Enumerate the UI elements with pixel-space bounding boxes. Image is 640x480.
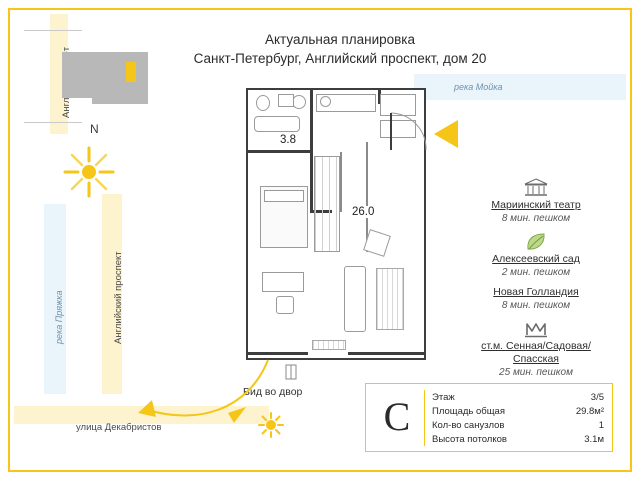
toilet-icon bbox=[256, 95, 270, 111]
floor-plan bbox=[246, 88, 426, 360]
spec-row-bathrooms bbox=[432, 419, 604, 433]
bathtub bbox=[254, 116, 300, 132]
plan-letter: C bbox=[383, 394, 411, 439]
leaf-icon bbox=[524, 232, 548, 252]
title-line-1: Актуальная планировка bbox=[264, 32, 416, 47]
entrance-arrow-icon bbox=[432, 120, 458, 148]
poi-name-garden: Алексеевский сад bbox=[492, 253, 580, 265]
street-dekabristov-label: улица Декабристов bbox=[76, 422, 162, 433]
river-moyka-label: река Мойка bbox=[454, 82, 503, 92]
theatre-icon bbox=[524, 178, 548, 198]
title-line-2: Санкт-Петербург, Английский проспект, дом 20 bbox=[193, 51, 487, 66]
spec-row-area bbox=[432, 405, 604, 419]
building-block-2 bbox=[92, 86, 148, 104]
poi-item-garden[interactable] bbox=[452, 232, 620, 279]
main-room-area-label: 26.0 bbox=[352, 206, 375, 218]
building-highlight bbox=[126, 62, 136, 82]
metro-icon bbox=[524, 319, 548, 339]
yard-view-label: Вид во двор bbox=[243, 386, 303, 398]
street-angliysky-main-label: Английский проспект bbox=[113, 251, 124, 344]
spec-row-ceiling bbox=[432, 433, 604, 447]
poi-distance-garden: 2 мин. пешком bbox=[501, 267, 571, 278]
poi-name-holland: Новая Голландия bbox=[493, 286, 579, 298]
poi-item-theatre[interactable] bbox=[452, 178, 620, 225]
wall-kitchen-left bbox=[310, 90, 313, 110]
map-divider-bottom bbox=[24, 122, 82, 123]
spec-label-floor: Этаж bbox=[432, 392, 455, 403]
poi-list bbox=[452, 178, 620, 386]
radiator-bottom bbox=[312, 340, 346, 350]
river-pryazhka-label: река Пряжка bbox=[54, 290, 64, 344]
radiator-right bbox=[376, 268, 404, 330]
compass-north-label: N bbox=[90, 122, 99, 136]
poi-item-holland[interactable] bbox=[452, 286, 620, 312]
sofa bbox=[344, 266, 366, 332]
spec-value-bathrooms: 1 bbox=[598, 420, 604, 431]
wall-bottom-right bbox=[348, 352, 424, 355]
spec-value-floor: 3/5 bbox=[590, 392, 604, 403]
specs-divider bbox=[424, 390, 425, 446]
compass-rose-icon bbox=[62, 145, 116, 199]
spec-row-floor bbox=[432, 391, 604, 405]
page-title bbox=[150, 30, 530, 68]
poi-item-metro[interactable] bbox=[452, 319, 620, 379]
armchair bbox=[363, 229, 391, 257]
poi-distance-holland: 8 мин. пешком bbox=[501, 300, 571, 311]
poi-name-metro-2: Спасская bbox=[513, 353, 559, 365]
spec-value-area: 29.8м² bbox=[575, 406, 604, 417]
spec-label-ceiling: Высота потолков bbox=[432, 434, 507, 445]
bathroom-area-label: 3.8 bbox=[280, 134, 296, 146]
specs-panel bbox=[365, 383, 613, 452]
wall-corridor-vert bbox=[310, 152, 313, 212]
sink-icon bbox=[292, 95, 306, 109]
poi-distance-metro: 25 мин. пешком bbox=[499, 367, 573, 378]
map-divider-top bbox=[24, 30, 82, 31]
poi-distance-theatre: 8 мин. пешком bbox=[501, 213, 571, 224]
spec-value-ceiling: 3.1м bbox=[584, 434, 604, 445]
desk bbox=[262, 272, 304, 292]
poi-name-theatre: Мариинский театр bbox=[491, 199, 581, 211]
orientation-arrows bbox=[128, 355, 338, 435]
entrance-door-arc bbox=[390, 112, 428, 152]
pillow bbox=[264, 190, 304, 202]
wall-bath-bottom bbox=[248, 150, 313, 153]
poi-name-metro: ст.м. Сенная/Садовая/ bbox=[481, 340, 591, 352]
chair bbox=[276, 296, 294, 314]
stove-burner-icon bbox=[320, 96, 331, 107]
wardrobe-hatch bbox=[314, 156, 340, 252]
specs-rows bbox=[432, 391, 604, 447]
bath-sink bbox=[278, 94, 294, 107]
spec-label-bathrooms: Кол-во санузлов bbox=[432, 420, 505, 431]
spec-label-area: Площадь общая bbox=[432, 406, 505, 417]
wall-partition-upper bbox=[340, 152, 342, 212]
river-moyka bbox=[414, 74, 626, 100]
